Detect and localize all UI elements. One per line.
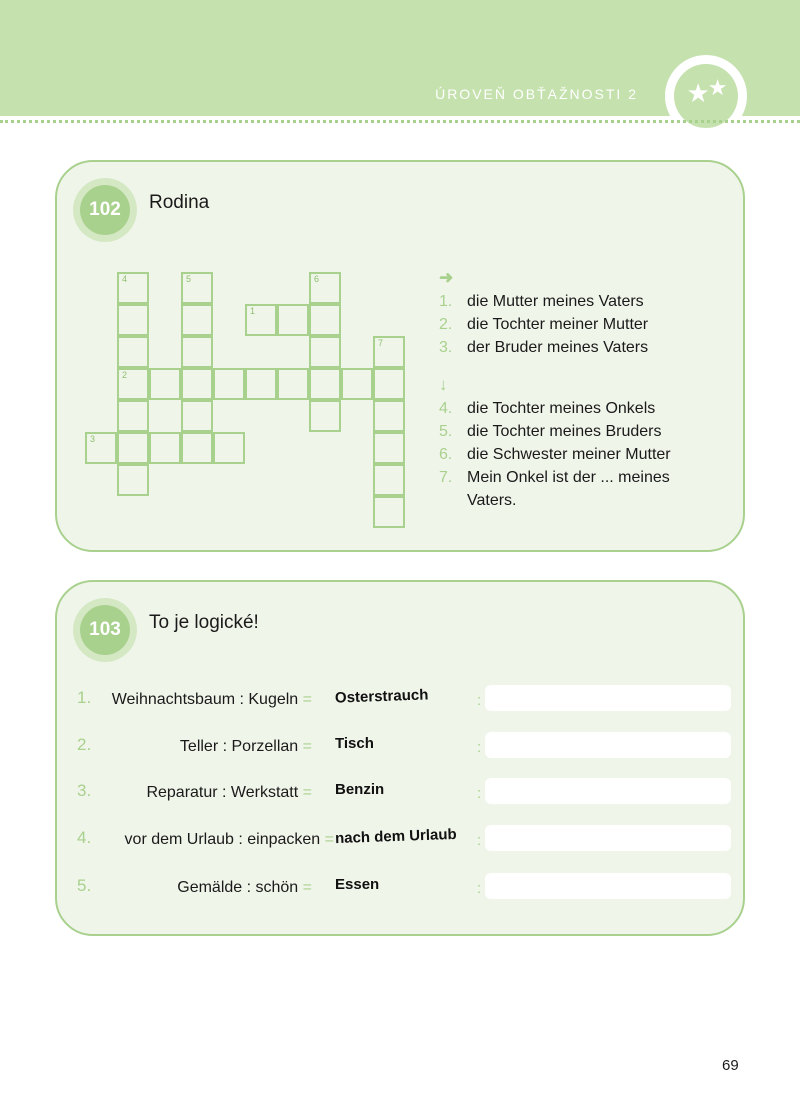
crossword-cell[interactable]: [245, 368, 277, 400]
crossword-cell[interactable]: 3: [85, 432, 117, 464]
crossword-cell[interactable]: [117, 432, 149, 464]
crossword-cell[interactable]: [117, 464, 149, 496]
crossword-cell[interactable]: 2: [117, 368, 149, 400]
analogy-row: 3. Reparatur : Werkstatt = Benzin :: [57, 781, 747, 811]
crossword-cell[interactable]: [117, 304, 149, 336]
arrow-down-icon: ↓: [439, 375, 448, 394]
crossword-cell[interactable]: [213, 368, 245, 400]
crossword-cell[interactable]: [309, 336, 341, 368]
crossword-cell[interactable]: 7: [373, 336, 405, 368]
exercise-number: 102: [80, 185, 130, 235]
crossword-cell[interactable]: [373, 368, 405, 400]
crossword-cell[interactable]: [309, 304, 341, 336]
exercise-number: 103: [80, 605, 130, 655]
crossword-cell[interactable]: [213, 432, 245, 464]
crossword-cell[interactable]: [117, 400, 149, 432]
star-icon: ★★: [686, 76, 726, 109]
clue-across-1: 1. die Mutter meines Vaters: [439, 293, 644, 310]
crossword-cell[interactable]: 1: [245, 304, 277, 336]
answer-input[interactable]: [485, 778, 731, 804]
crossword-cell[interactable]: [373, 464, 405, 496]
answer-input[interactable]: [485, 685, 731, 711]
analogy-row: 4. vor dem Urlaub : einpacken = nach dem Urlaub :: [57, 828, 747, 858]
clue-down-4: 4. die Tochter meines Onkels: [439, 400, 656, 417]
crossword-cell[interactable]: 4: [117, 272, 149, 304]
answer-input[interactable]: [485, 732, 731, 758]
crossword-cell[interactable]: [373, 496, 405, 528]
difficulty-level-label: ÚROVEŇ OBŤAŽNOSTI 2: [435, 86, 638, 102]
crossword-cell[interactable]: [149, 432, 181, 464]
crossword-cell[interactable]: [309, 368, 341, 400]
exercise-title: To je logické!: [149, 612, 259, 633]
crossword-cell[interactable]: [181, 400, 213, 432]
crossword-cell[interactable]: [181, 304, 213, 336]
analogy-row: 5. Gemälde : schön = Essen :: [57, 876, 747, 906]
crossword-cell[interactable]: [309, 400, 341, 432]
answer-input[interactable]: [485, 873, 731, 899]
arrow-right-icon: ➜: [439, 268, 454, 287]
exercise-title: Rodina: [149, 192, 210, 213]
clue-down-5: 5. die Tochter meines Bruders: [439, 423, 662, 440]
clue-down-6: 6. die Schwester meiner Mutter: [439, 446, 671, 463]
crossword-cell[interactable]: [181, 336, 213, 368]
answer-input[interactable]: [485, 825, 731, 851]
crossword-cell[interactable]: [373, 432, 405, 464]
crossword-cell[interactable]: [277, 368, 309, 400]
crossword-cell[interactable]: [181, 368, 213, 400]
crossword-cell[interactable]: [181, 432, 213, 464]
crossword-clues: [439, 266, 739, 512]
difficulty-badge: [665, 55, 747, 137]
dotted-divider: [0, 120, 800, 123]
clue-across-2: 2. die Tochter meiner Mutter: [439, 316, 649, 333]
exercise-number-badge: [73, 598, 137, 662]
exercise-102-card: [55, 160, 745, 552]
crossword-cell[interactable]: [373, 400, 405, 432]
exercise-103-card: [55, 580, 745, 936]
crossword-cell[interactable]: [277, 304, 309, 336]
crossword-cell[interactable]: [341, 368, 373, 400]
crossword-cell[interactable]: 6: [309, 272, 341, 304]
crossword-cell[interactable]: [117, 336, 149, 368]
analogy-row: 1. Weihnachtsbaum : Kugeln = Osterstrauch :: [57, 688, 747, 718]
crossword-cell[interactable]: [149, 368, 181, 400]
clue-down-7: 7. Mein Onkel ist der ... meines Vaters.: [439, 469, 670, 509]
page-number: 69: [722, 1057, 739, 1074]
analogy-row: 2. Teller : Porzellan = Tisch :: [57, 735, 747, 765]
crossword-cell[interactable]: 5: [181, 272, 213, 304]
clue-across-3: 3. der Bruder meines Vaters: [439, 339, 649, 356]
